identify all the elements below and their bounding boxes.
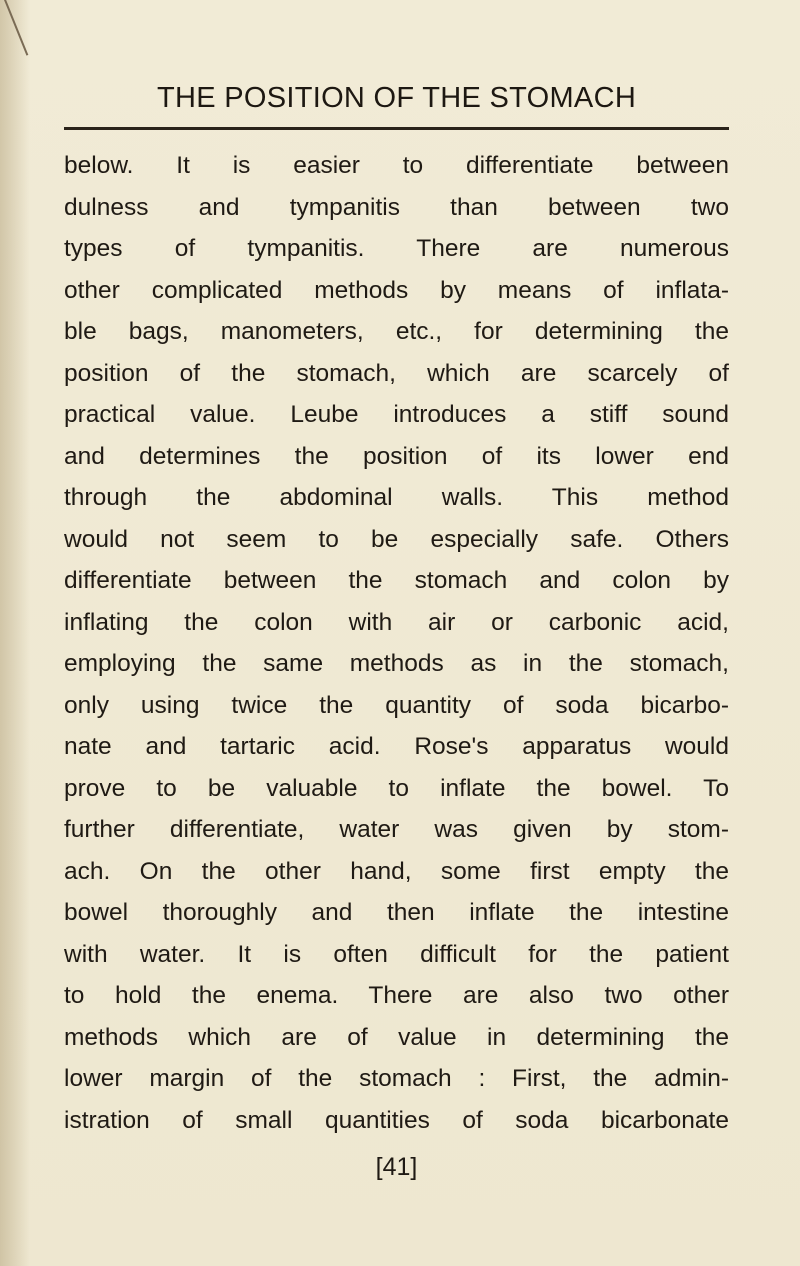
page-gutter-shadow: [0, 0, 30, 1266]
text-line: would not seem to be especially safe. Others: [64, 525, 729, 553]
text-line: below. It is easier to differentiate between: [64, 152, 729, 179]
text-line: through the abdominal walls. This method: [64, 484, 729, 511]
body-text: [64, 145, 729, 1141]
text-line: employing the same methods as in the stomach,: [64, 650, 729, 677]
text-line: and determines the position of its lower end: [64, 442, 729, 470]
text-line: practical value. Leube introduces a stiff sound: [64, 401, 729, 428]
text-line: to hold the enema. There are also two other: [64, 982, 729, 1009]
text-line: only using twice the quantity of soda bicarbo-: [64, 691, 729, 719]
header-rule: [64, 127, 729, 130]
text-line: nate and tartaric acid. Rose's apparatus would: [64, 733, 729, 760]
running-head: THE POSITION OF THE STOMACH: [156, 82, 637, 114]
text-line: other complicated methods by means of inflata-: [64, 276, 729, 304]
text-line: further differentiate, water was given by stom-: [64, 816, 729, 843]
text-line: methods which are of value in determining the: [64, 1023, 729, 1051]
text-line: bowel thoroughly and then inflate the intestine: [64, 899, 729, 926]
text-line: lower margin of the stomach : First, the admin-: [64, 1065, 729, 1092]
text-line: inflating the colon with air or carbonic acid,: [64, 608, 729, 636]
page-number: [41]: [375, 1153, 418, 1181]
text-line: ach. On the other hand, some first empty the: [64, 857, 729, 885]
text-line: types of tympanitis. There are numerous: [64, 235, 729, 262]
text-line: position of the stomach, which are scarcely of: [64, 359, 729, 387]
text-line: ble bags, manometers, etc., for determining the: [64, 318, 729, 345]
text-line: istration of small quantities of soda bicarbonate: [64, 1106, 729, 1134]
text-line: dulness and tympanitis than between two: [64, 193, 729, 221]
text-line: with water. It is often difficult for the patient: [64, 940, 729, 968]
text-line: prove to be valuable to inflate the bowel. To: [64, 774, 729, 802]
text-line: differentiate between the stomach and colon by: [64, 567, 729, 594]
